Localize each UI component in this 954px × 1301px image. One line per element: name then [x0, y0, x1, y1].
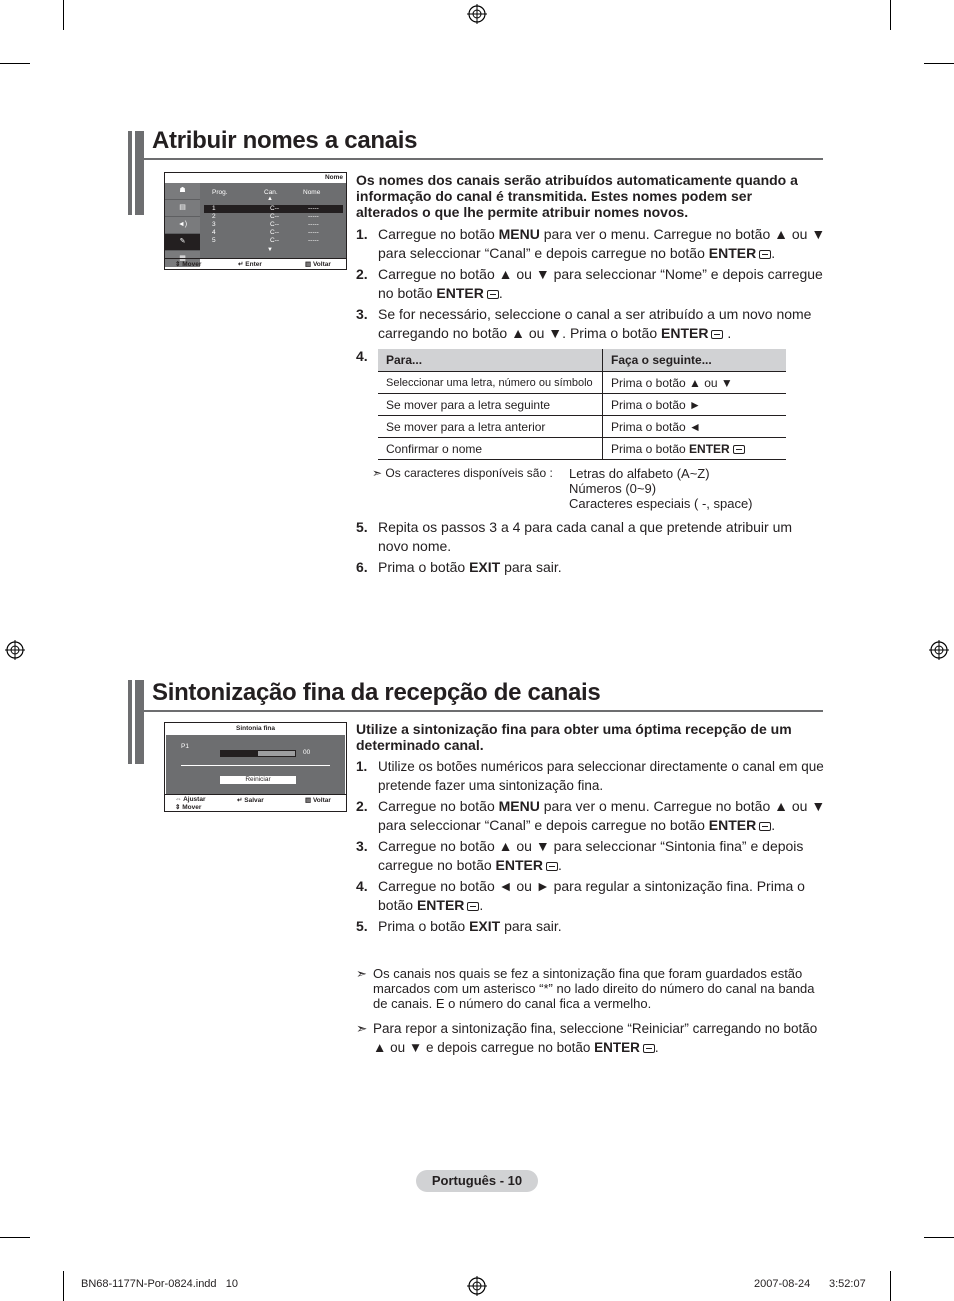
sound-icon: ◄) [165, 217, 200, 234]
note-arrow-icon: ➣ [372, 466, 383, 480]
enter-icon [643, 1044, 655, 1053]
crop-mark [924, 1237, 954, 1238]
setup-icon: ▦ [179, 255, 186, 262]
move-hint: ⇕ Mover [175, 804, 202, 811]
step-item: 6. Prima o botão EXIT para sair. [356, 559, 562, 575]
registration-mark-icon [5, 640, 25, 660]
naming-table [378, 349, 786, 460]
crop-mark [63, 0, 64, 30]
step-item: 4. Carregue no botão ◄ ou ► para regular a sintonização fina. Prima o botão ENTER . [356, 878, 805, 913]
section-rule [144, 158, 823, 160]
osd-main-panel [200, 183, 346, 259]
section1-lead: Os nomes dos canais serão atribuídos automaticamente quando a informação do canal é transmitida. Estes nomes podem ser alterados o que lhe permite atribuir nomes novos. [356, 172, 798, 220]
osd-list-row: 3 C-- ----- [212, 221, 319, 228]
col-can: Can. [264, 189, 278, 196]
registration-mark-icon [467, 4, 487, 24]
enter-icon [759, 250, 771, 259]
osd-divider [181, 765, 330, 766]
step-item: 3. Se for necessário, seleccione o canal a ser atribuído a um novo nome carregando no botão ▲ ou ▼. Prima o botão ENTER . [356, 306, 812, 341]
section-bar [128, 680, 144, 764]
section1-title: Atribuir nomes a canais [152, 127, 418, 154]
finetune-bar [220, 750, 296, 757]
finetune-note: ➣ Os canais nos quais se fez a sintonização fina que foram guardados estão marcados com um asterisco “*” no lado direito do número do canal na banda de canais. E o número do canal fica a vermelho. [356, 966, 815, 1011]
enter-icon [733, 445, 745, 454]
crop-mark [63, 1271, 64, 1301]
osd-finetune-screen [164, 722, 347, 812]
table-row: Seleccionar uma letra, número ou símbolo Prima o botão ▲ ou ▼ [378, 372, 786, 394]
osd-list-row: 5 C-- ----- [212, 237, 319, 244]
section2-title: Sintonização fina da recepção de canais [152, 679, 601, 706]
table-row: Se mover para a letra seguinte Prima o botão ► [378, 394, 786, 416]
osd-nome-screen [164, 172, 347, 270]
file-slug: BN68-1177N-Por-0824.indd 10 [81, 1278, 238, 1290]
crop-mark [0, 63, 30, 64]
crop-mark [890, 1271, 891, 1301]
page-number-badge: Português - 10 [416, 1170, 538, 1192]
back-hint: ▥ Voltar [305, 261, 331, 268]
note-arrow-icon: ➣ [356, 966, 367, 981]
osd-header: Sintonia fina [236, 725, 275, 732]
section2-steps [356, 757, 826, 938]
adjust-hint: ⇔ Ajustar [175, 796, 206, 803]
step-item: 2. Carregue no botão MENU para ver o menu. Carregue no botão ▲ ou ▼ para seleccionar “Canal” e depois carregue no botão ENTER . [356, 798, 826, 833]
finetune-fill [221, 751, 258, 756]
step4-number: 4. [356, 348, 368, 364]
enter-icon [487, 290, 499, 299]
enter-icon [546, 862, 558, 871]
channel-icon: ✎ [165, 234, 200, 251]
section1-steps [356, 225, 826, 345]
osd-footer [165, 258, 346, 269]
scroll-up-icon: ▲ [267, 196, 273, 202]
table-row: Se mover para a letra anterior Prima o botão ◄ [378, 416, 786, 438]
chars-list: Letras do alfabeto (A~Z) Números (0~9) Caracteres especiais ( -, space) [569, 466, 753, 511]
section-rule [144, 710, 823, 712]
table-row: Confirmar o nome Prima o botão ENTER [378, 438, 786, 460]
step-item: 2. Carregue no botão ▲ ou ▼ para seleccionar “Nome” e depois carregue no botão ENTER . [356, 266, 823, 301]
finetune-value: 00 [303, 749, 311, 756]
enter-hint: ↵ Enter [238, 261, 262, 268]
step-item: 1. Utilize os botões numéricos para seleccionar directamente o canal em que pretende fazer uma sintonização fina. [356, 759, 824, 793]
crop-mark [0, 1237, 30, 1238]
crop-mark [924, 63, 954, 64]
col-nome: Nome [303, 189, 321, 196]
step-item: 5. Prima o botão EXIT para sair. [356, 918, 562, 934]
registration-mark-icon [929, 640, 949, 660]
enter-icon [467, 902, 479, 911]
move-hint: ⇕ Mover [175, 261, 202, 268]
section1-steps-after [356, 518, 826, 579]
chars-note: ➣ Os caracteres disponíveis são : [372, 466, 553, 480]
crop-mark [890, 0, 891, 30]
save-hint: ↵ Salvar [237, 797, 264, 804]
enter-icon [711, 330, 723, 339]
section2-lead: Utilize a sintonização fina para obter uma óptima recepção de um determinado canal. [356, 721, 792, 753]
osd-list-row: 4 C-- ----- [212, 229, 319, 236]
picture-icon: ▤ [165, 200, 200, 217]
osd-list-row: 2 C-- ----- [212, 213, 319, 220]
print-date: 2007-08-24 [754, 1278, 811, 1290]
table-header: Faça o seguinte... [603, 349, 787, 372]
osd-main-panel [166, 735, 345, 795]
reset-button: Reiniciar [220, 776, 296, 784]
table-header: Para... [378, 349, 603, 372]
col-prog: Prog. [212, 189, 228, 196]
channel-label: P1 [181, 743, 189, 750]
osd-list-row: 1 C-- ----- [204, 205, 343, 213]
back-hint: ▥ Voltar [305, 797, 331, 804]
reset-note: ➣ Para repor a sintonização fina, seleccione “Reiniciar” carregando no botão ▲ ou ▼ e depois carregue no botão ENTER . [356, 1021, 818, 1055]
osd-sidebar [165, 183, 200, 267]
registration-mark-icon [467, 1276, 487, 1296]
step-item: 5. Repita os passos 3 a 4 para cada canal a que pretende atribuir um novo nome. [356, 519, 793, 554]
section-bar [128, 131, 144, 215]
osd-footer [165, 794, 346, 811]
print-time: 3:52:07 [829, 1278, 866, 1290]
enter-icon [759, 822, 771, 831]
scroll-down-icon: ▼ [267, 247, 273, 253]
osd-header: Nome [324, 174, 343, 181]
step-item: 3. Carregue no botão ▲ ou ▼ para seleccionar “Sintonia fina” e depois carregue no botão ENTER . [356, 838, 804, 873]
step-item: 1. Carregue no botão MENU para ver o menu. Carregue no botão ▲ ou ▼ para seleccionar “Canal” e depois carregue no botão ENTER . [356, 226, 826, 261]
antenna-icon: ☗ [165, 183, 200, 200]
note-arrow-icon: ➣ [356, 1021, 368, 1036]
